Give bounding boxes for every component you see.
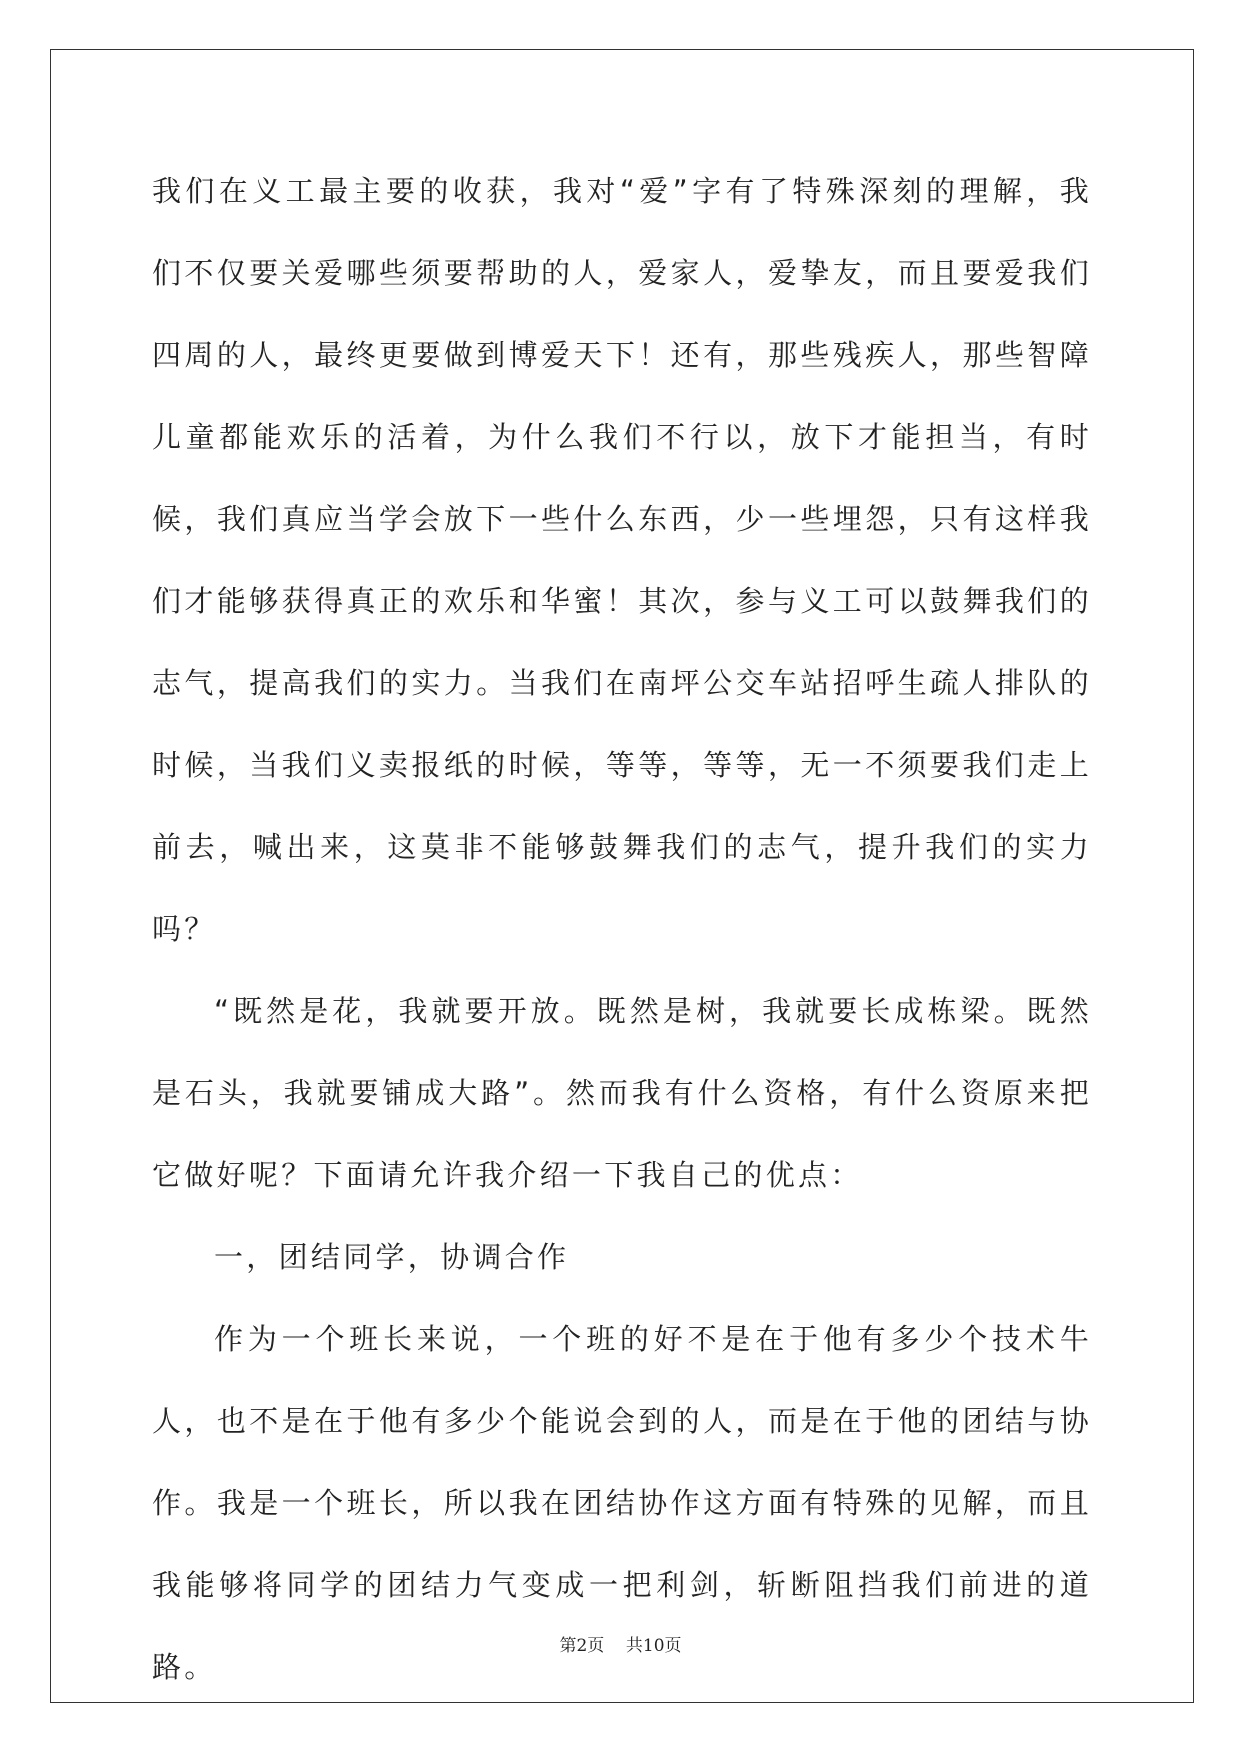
document-body xyxy=(152,150,1092,1708)
paragraph-1: 我们在义工最主要的收获，我对“爱”字有了特殊深刻的理解，我们不仅要关爱哪些须要帮助的人，爱家人，爱挚友，而且要爱我们四周的人，最终更要做到博爱天下！还有，那些残疾人，那些智障儿童都能欢乐的活着，为什么我们不行以，放下才能担当，有时候，我们真应当学会放下一些什么东西，少一些埋怨，只有这样我们才能够获得真正的欢乐和华蜜！其次，参与义工可以鼓舞我们的志气，提高我们的实力。当我们在南坪公交车站招呼生疏人排队的时候，当我们义卖报纸的时候，等等，等等，无一不须要我们走上前去，喊出来，这莫非不能够鼓舞我们的志气，提升我们的实力吗？ xyxy=(152,174,1092,946)
page-number: 第2页 xyxy=(559,1636,605,1656)
page-footer xyxy=(0,1631,1241,1656)
page-total: 共10页 xyxy=(625,1636,682,1656)
paragraph-3-heading: 一，团结同学，协调合作 xyxy=(214,1240,570,1274)
paragraph-2: “既然是花，我就要开放。既然是树，我就要长成栋梁。既然是石头，我就要铺成大路”。然而我有什么资格，有什么资原来把它做好呢？下面请允许我介绍一下我自己的优点： xyxy=(152,994,1092,1192)
paragraph-4: 作为一个班长来说，一个班的好不是在于他有多少个技术牛人，也不是在于他有多少个能说会到的人，而是在于他的团结与协作。我是一个班长，所以我在团结协作这方面有特殊的见解，而且我能够将同学的团结力气变成一把利剑，斩断阻挡我们前进的道路。 xyxy=(152,1322,1092,1684)
